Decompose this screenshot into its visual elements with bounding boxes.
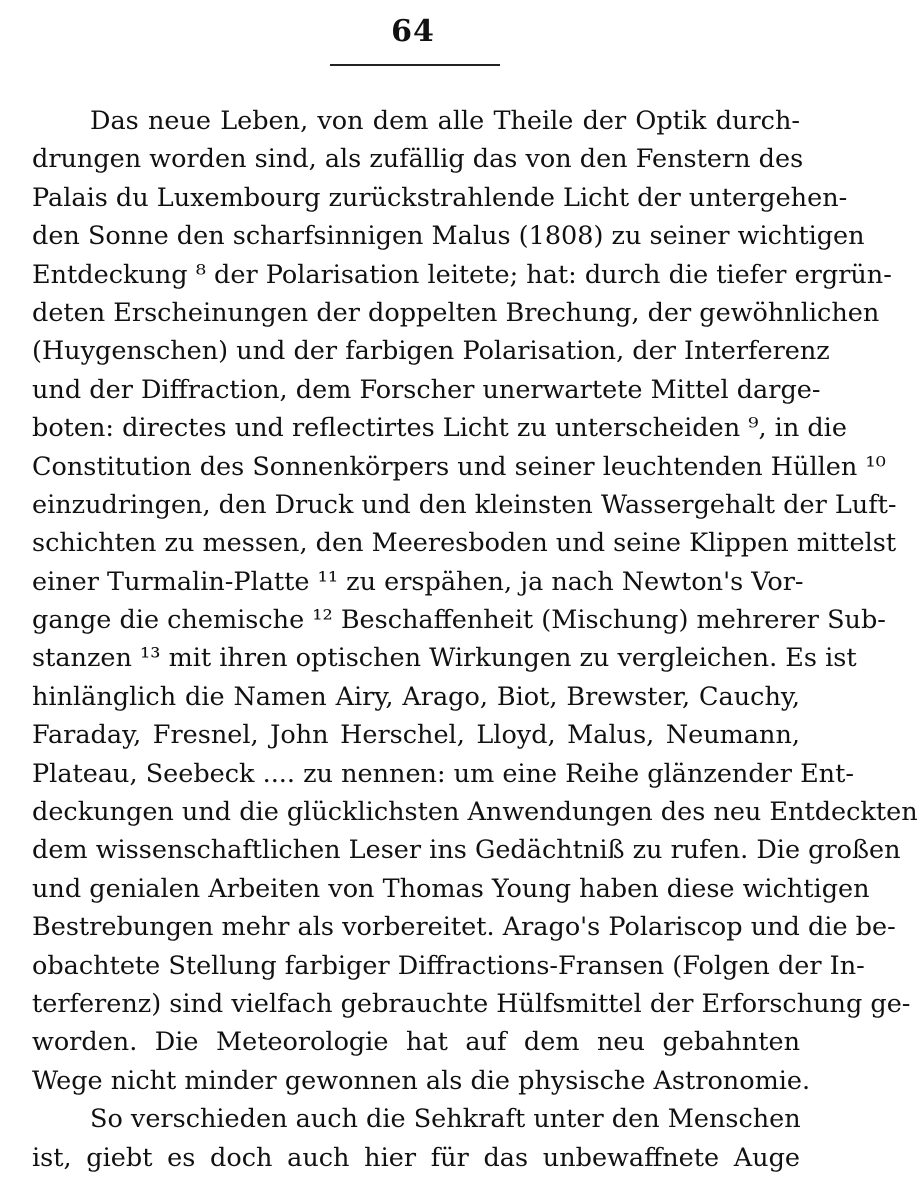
page-number: 64 (391, 14, 435, 49)
text-line: und der Diffraction, dem Forscher unerwartete Mittel darge- (32, 374, 821, 405)
text-line: einzudringen, den Druck und den kleinsten Wassergehalt der Luft- (32, 489, 897, 520)
text-line: Palais du Luxembourg zurückstrahlende Licht der untergehen- (32, 182, 848, 213)
text-line: schichten zu messen, den Meeresboden und seine Klippen mittelst (32, 528, 897, 559)
text-line: drungen worden sind, als zufällig das von den Fenstern des (32, 144, 804, 175)
text-line: Das neue Leben, von dem alle Theile der Optik durch- (90, 106, 800, 136)
text-line: einer Turmalin-Platte ¹¹ zu erspähen, ja nach Newton's Vor- (32, 566, 804, 597)
text-line: den Sonne den scharfsinnigen Malus (1808) zu seiner wichtigen (32, 221, 865, 252)
text-line: Entdeckung ⁸ der Polarisation leitete; hat: durch die tiefer ergrün- (32, 259, 892, 290)
text-line: und genialen Arbeiten von Thomas Young haben diese wichtigen (32, 873, 870, 904)
text-line: ist, giebt es doch auch hier für das unbewaffnete Auge (32, 1142, 800, 1173)
text-line: deckungen und die glücklichsten Anwendungen des neu Entdeckten (32, 797, 918, 828)
text-line: terferenz) sind vielfach gebrauchte Hülfsmittel der Erforschung ge- (32, 988, 911, 1019)
text-line: gange die chemische ¹² Beschaffenheit (Mischung) mehrerer Sub- (32, 605, 886, 636)
text-line: Faraday, Fresnel, John Herschel, Lloyd, Malus, Neumann, (32, 720, 800, 751)
text-line: So verschieden auch die Sehkraft unter den Menschen (90, 1104, 801, 1135)
text-line: obachtete Stellung farbiger Diffractions-Fransen (Folgen der In- (32, 950, 865, 981)
text-line: Constitution des Sonnenkörpers und seiner leuchtenden Hüllen ¹⁰ (32, 451, 886, 482)
text-line: Bestrebungen mehr als vorbereitet. Arago's Polariscop und die be- (32, 912, 896, 943)
text-line: Wege nicht minder gewonnen als die physische Astronomie. (32, 1065, 811, 1096)
text-line: (Huygenschen) und der farbigen Polarisation, der Interferenz (32, 336, 830, 367)
text-line: worden. Die Meteorologie hat auf dem neu gebahnten (32, 1027, 800, 1058)
text-line: stanzen ¹³ mit ihren optischen Wirkungen zu vergleichen. Es ist (32, 643, 857, 674)
text-line: dem wissenschaftlichen Leser ins Gedächtniß zu rufen. Die großen (32, 835, 901, 866)
text-line: boten: directes und reflectirtes Licht zu unterscheiden ⁹, in die (32, 413, 847, 444)
body-text (32, 102, 918, 1177)
text-line: deten Erscheinungen der doppelten Brechung, der gewöhnlichen (32, 297, 880, 328)
header-rule (330, 64, 500, 66)
text-line: hinlänglich die Namen Airy, Arago, Biot, Brewster, Cauchy, (32, 681, 800, 712)
text-line: Plateau, Seebeck .... zu nennen: um eine Reihe glänzender Ent- (32, 758, 854, 789)
